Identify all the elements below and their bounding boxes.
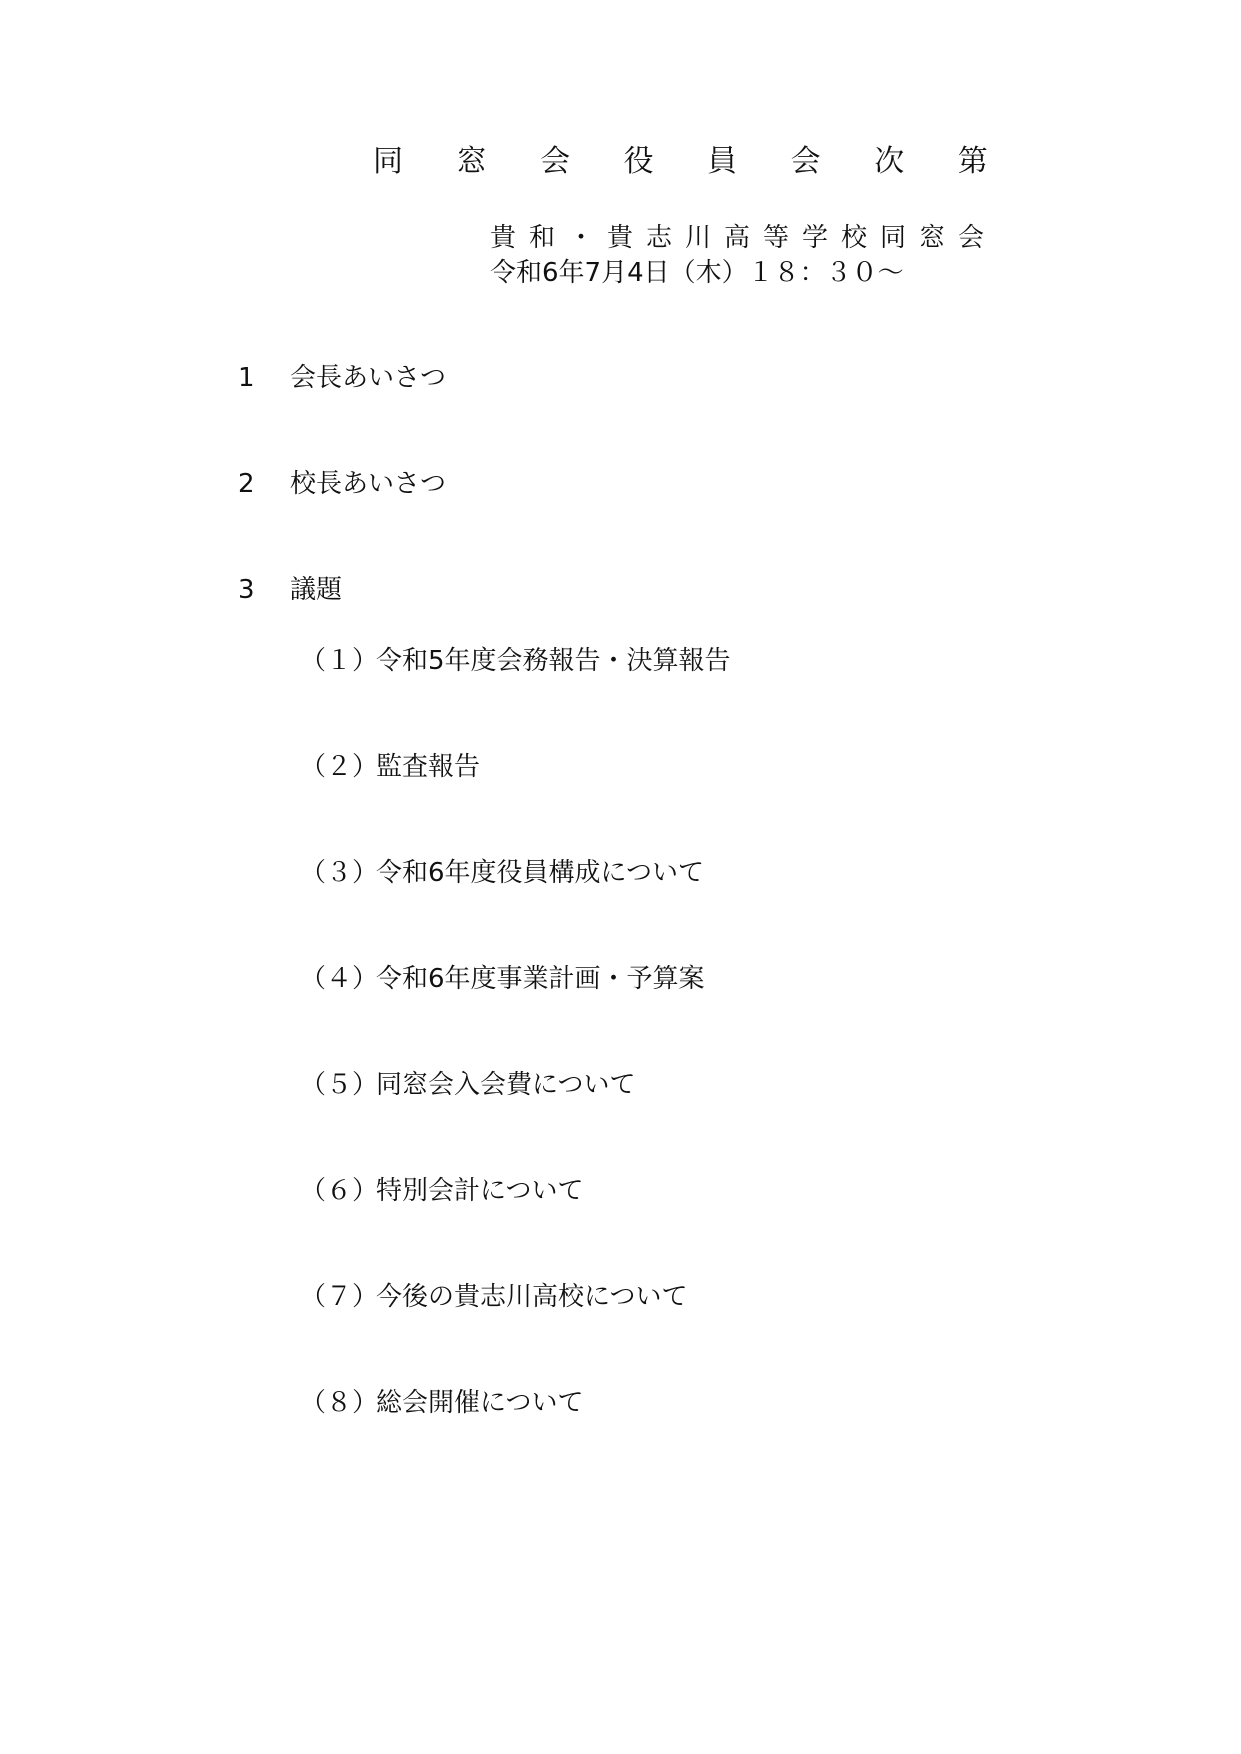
agenda-item-text: 同窓会入会費について — [376, 1070, 636, 1100]
agenda-item-text: 総会開催について — [376, 1388, 584, 1418]
agenda-item-label: （７） — [300, 1282, 379, 1312]
agenda-item-label: （５） — [300, 1070, 379, 1100]
section-number: 3 — [238, 575, 255, 605]
agenda-item-label: （６） — [300, 1176, 379, 1206]
agenda-item — [300, 962, 705, 996]
agenda-item-label: （２） — [300, 752, 379, 782]
section-greeting-principal — [238, 467, 446, 501]
section-agenda — [238, 573, 342, 607]
section-text: 会長あいさつ — [290, 363, 447, 393]
meeting-date-time: 令和6年7月4日（木）１８：３０～ — [490, 258, 904, 288]
section-text: 校長あいさつ — [290, 469, 447, 499]
agenda-item-text: 令和5年度会務報告・決算報告 — [376, 646, 731, 676]
agenda-item-text: 令和6年度役員構成について — [376, 858, 705, 888]
agenda-item — [300, 1386, 583, 1420]
agenda-item — [300, 1280, 687, 1314]
document-title: 同 窓 会 役 員 会 次 第 — [373, 144, 1010, 179]
agenda-item — [300, 856, 704, 890]
agenda-item-text: 今後の貴志川高校について — [376, 1282, 688, 1312]
section-number: 1 — [238, 363, 255, 393]
section-text: 議題 — [290, 575, 343, 605]
agenda-item-label: （３） — [300, 858, 379, 888]
section-greeting-chair — [238, 361, 446, 395]
agenda-item — [300, 644, 731, 678]
agenda-item-label: （１） — [300, 646, 379, 676]
agenda-item-label: （４） — [300, 964, 379, 994]
section-number: 2 — [238, 469, 255, 499]
agenda-item — [300, 1174, 583, 1208]
agenda-item — [300, 750, 480, 784]
organization-name: 貴和・貴志川高等学校同窓会 — [490, 223, 998, 253]
agenda-item-text: 令和6年度事業計画・予算案 — [376, 964, 705, 994]
agenda-item-text: 監査報告 — [376, 752, 481, 782]
agenda-item — [300, 1068, 635, 1102]
agenda-item-label: （８） — [300, 1388, 379, 1418]
agenda-item-text: 特別会計について — [376, 1176, 584, 1206]
